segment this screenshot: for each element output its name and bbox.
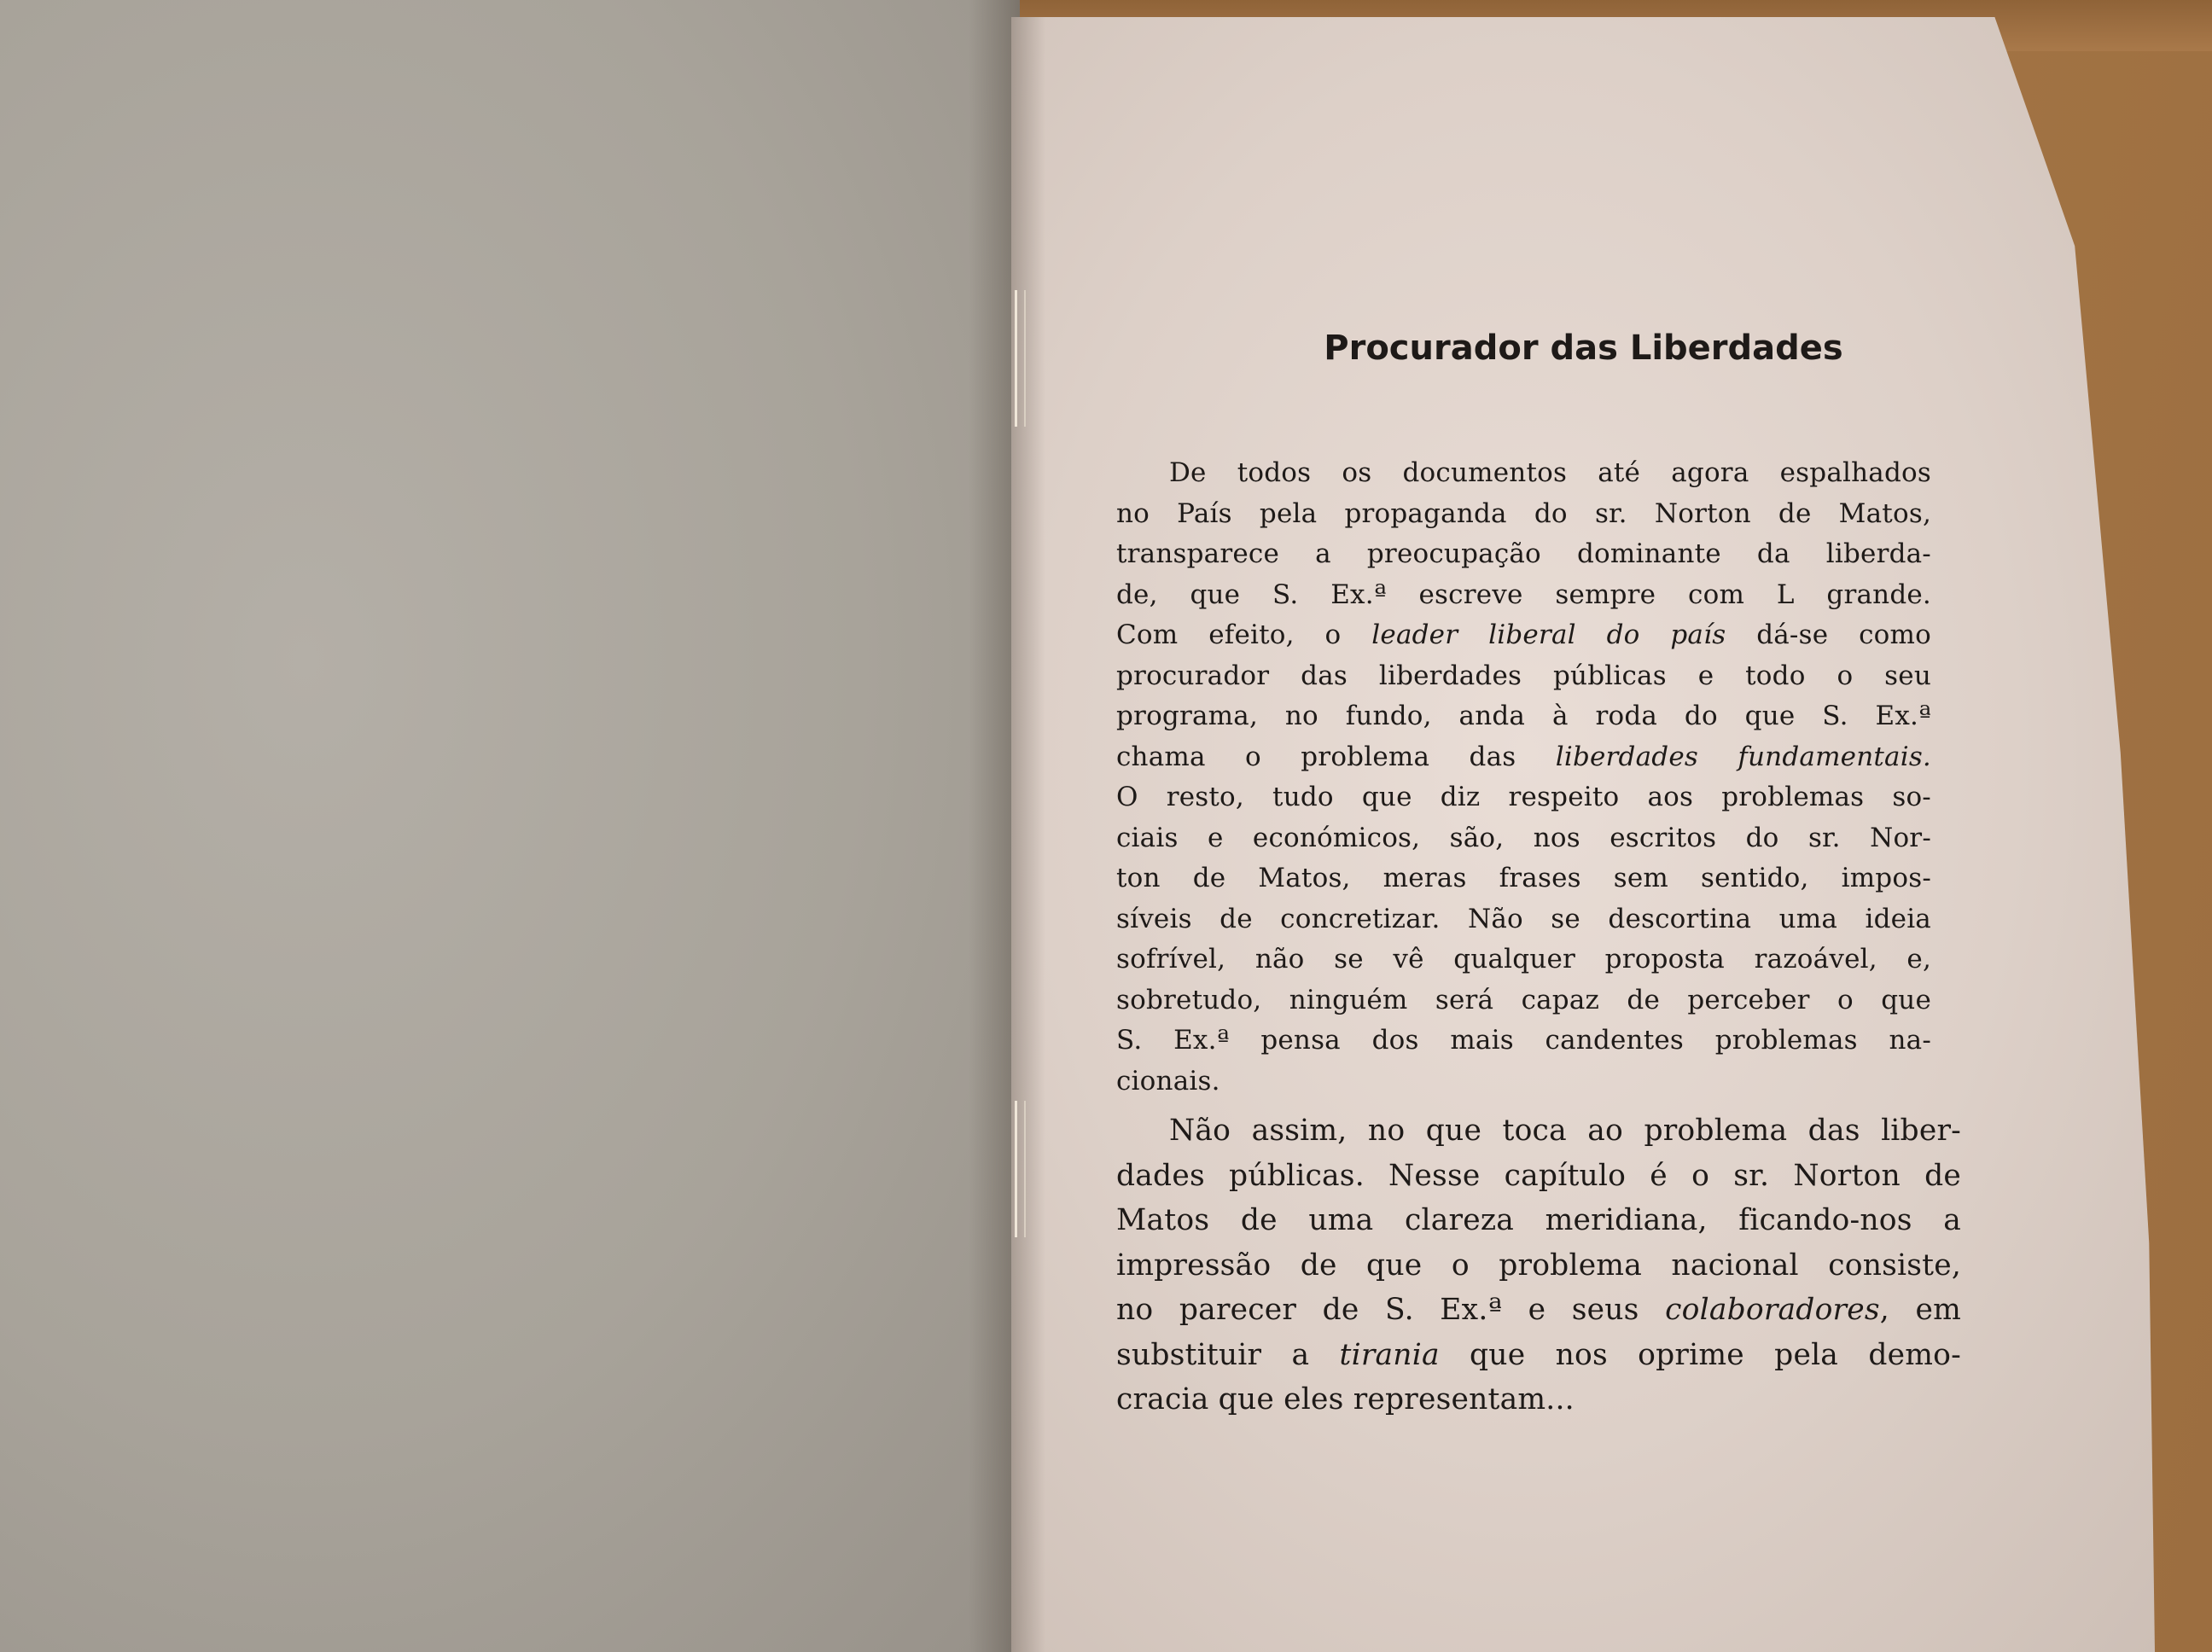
text-line: Não assim, no que toca ao problema das liber-	[1169, 1114, 1961, 1148]
text-line: dades públicas. Nesse capítulo é o sr. Norton de	[1116, 1158, 1961, 1193]
text-line: cracia que eles representam...	[1116, 1382, 1575, 1416]
text-line	[1116, 737, 1931, 778]
binding-stitch-bottom	[1015, 1101, 1026, 1237]
text-line: no País pela propaganda do sr. Norton de Matos,	[1116, 497, 1931, 529]
text-line: procurador das liberdades públicas e todo o seu	[1116, 660, 1931, 691]
text-line: transparece a preocupação dominante da liberda-	[1116, 538, 1931, 569]
italic-segment: liberdades fundamentais.	[1555, 741, 1931, 772]
text-line: cionais.	[1116, 1065, 1220, 1096]
text-line	[1116, 615, 1931, 656]
text-line: ciais e económicos, são, nos escritos do sr. Nor-	[1116, 822, 1931, 853]
text-line: Matos de uma clareza meridiana, ficando-nos a	[1116, 1203, 1961, 1237]
text-line: sobretudo, ninguém será capaz de perceber o que	[1116, 984, 1931, 1015]
text-line: De todos os documentos até agora espalhados	[1169, 457, 1931, 488]
text-segment: dá-se como	[1726, 620, 1931, 650]
text-line: O resto, tudo que diz respeito aos problemas so-	[1116, 782, 1931, 812]
text-line: ton de Matos, meras frases sem sentido, impos-	[1116, 863, 1931, 893]
text-line	[1116, 1333, 1961, 1378]
text-line: impressão de que o problema nacional consiste,	[1116, 1248, 1961, 1283]
text-line: síveis de concretizar. Não se descortina uma ideia	[1116, 903, 1931, 934]
text-segment: que nos oprime pela demo-	[1439, 1337, 1961, 1372]
page-title: Procurador das Liberdades	[1324, 329, 1843, 368]
text-segment: Com efeito, o	[1116, 620, 1372, 650]
binding-stitch-top	[1015, 290, 1026, 427]
text-line: S. Ex.ª pensa dos mais candentes problemas na-	[1116, 1025, 1931, 1056]
text-segment: , em	[1879, 1293, 1961, 1327]
page-text	[1116, 329, 1961, 1422]
italic-segment: colaboradores	[1665, 1293, 1880, 1327]
paragraph-2	[1116, 1108, 1961, 1422]
text-segment: substituir a	[1116, 1337, 1340, 1372]
paragraph-1	[1116, 453, 1931, 1102]
text-line	[1116, 1288, 1961, 1333]
text-segment: no parecer de S. Ex.ª e seus	[1116, 1293, 1666, 1327]
italic-segment: leader liberal do país	[1371, 620, 1726, 650]
italic-segment: tirania	[1339, 1337, 1440, 1372]
left-blank-page	[0, 0, 1020, 1652]
text-line: de, que S. Ex.ª escreve sempre com L grande.	[1116, 579, 1931, 610]
text-line: sofrível, não se vê qualquer proposta razoável, e,	[1116, 944, 1931, 974]
text-line: programa, no fundo, anda à roda do que S. Ex.ª	[1116, 701, 1931, 731]
text-segment: chama o problema das	[1116, 741, 1556, 772]
